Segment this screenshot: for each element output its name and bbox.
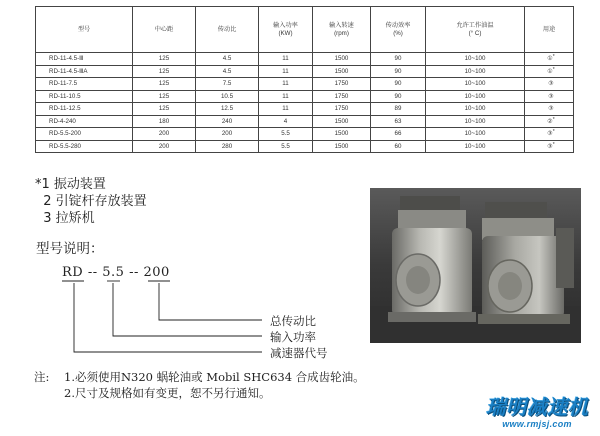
spec-table [35, 6, 574, 153]
cell-use [525, 53, 574, 66]
header-label: 型号 [77, 25, 91, 33]
cell-power: 4 [259, 115, 313, 128]
cell-temp: 10~100 [426, 78, 525, 91]
cell-eff: 63 [371, 115, 426, 128]
cell-model: RD-11-12.5 [36, 103, 133, 116]
cell-ratio: 4.5 [196, 53, 259, 66]
cell-use [525, 65, 574, 78]
table-row [36, 128, 574, 141]
cell-use [525, 140, 574, 153]
cell-center: 125 [133, 90, 196, 103]
cell-power: 11 [259, 90, 313, 103]
table-row [36, 140, 574, 153]
applications-legend [35, 176, 147, 227]
header-label: 中心距 [154, 25, 174, 33]
cell-model: RD-5.5-280 [36, 140, 133, 153]
cell-eff: 90 [371, 90, 426, 103]
brand-logo [483, 389, 591, 434]
cell-temp: 10~100 [426, 65, 525, 78]
use-star: * [552, 141, 555, 148]
cell-model: RD-11-4.5-Ⅲ [36, 53, 133, 66]
cell-ratio: 10.5 [196, 90, 259, 103]
use-star: * [552, 129, 555, 136]
leader-line-code [74, 283, 262, 352]
cell-use [525, 103, 574, 116]
header-unit: (KW) [278, 29, 293, 37]
table-header-cell [525, 7, 574, 53]
cell-use [525, 115, 574, 128]
model-code-string: RD -- 5.5 -- 200 [62, 265, 170, 280]
header-label: 允许工作油温 [456, 22, 494, 30]
application-2: 2 引锭杆存放装置 [35, 194, 147, 209]
header-label: 传动效率 [385, 22, 411, 30]
application-3: 3 拉矫机 [35, 211, 95, 226]
cell-speed: 1750 [313, 78, 371, 91]
header-label: 用途 [542, 25, 556, 33]
table-header-cell [36, 7, 133, 53]
table-row [36, 103, 574, 116]
table-row [36, 78, 574, 91]
cell-use [525, 90, 574, 103]
model-explanation-heading: 型号说明： [36, 241, 104, 257]
table-header-cell [133, 7, 196, 53]
cell-speed: 1750 [313, 103, 371, 116]
cell-ratio: 200 [196, 128, 259, 141]
header-unit: (%) [393, 29, 403, 37]
cell-center: 200 [133, 128, 196, 141]
header-label: 输入转速 [329, 22, 354, 30]
table-row [36, 65, 574, 78]
cell-speed: 1500 [313, 128, 371, 141]
cell-ratio: 12.5 [196, 103, 259, 116]
cell-eff: 90 [371, 78, 426, 91]
cell-model: RD-4-240 [36, 115, 133, 128]
table-header-row [36, 7, 574, 53]
product-photo [370, 188, 581, 343]
table-row [36, 53, 574, 66]
cell-power: 11 [259, 78, 313, 91]
table-header-cell [371, 7, 426, 53]
cell-power: 11 [259, 53, 313, 66]
table-header-cell [259, 7, 313, 53]
table-header-cell [196, 7, 259, 53]
header-label: 传动比 [217, 25, 237, 33]
use-code: ② [547, 117, 553, 125]
leader-line-power [113, 283, 262, 336]
header-unit: (° C) [468, 29, 482, 37]
table-row [36, 115, 574, 128]
use-code: ③ [548, 92, 554, 100]
leader-line-ratio [159, 283, 262, 320]
header-label: 输入功率 [273, 22, 298, 30]
use-star: * [552, 66, 555, 73]
label-reducer-code: 减速器代号 [270, 346, 328, 360]
cell-ratio: 4.5 [196, 65, 259, 78]
cell-model: RD-11-7.5 [36, 78, 133, 91]
cell-power: 11 [259, 103, 313, 116]
cell-eff: 60 [371, 140, 426, 153]
use-star: * [552, 116, 555, 123]
header-unit: (rpm) [334, 29, 349, 37]
label-total-ratio: 总传动比 [270, 314, 316, 328]
footnote-2: 2.尺寸及规格如有变更，恕不另行通知。 [64, 386, 271, 400]
table-header-cell [313, 7, 371, 53]
table-body [36, 53, 574, 153]
cell-eff: 90 [371, 65, 426, 78]
use-code: ③ [547, 130, 553, 138]
use-code: ③ [548, 105, 554, 113]
gear-reducer-image [370, 188, 581, 343]
cell-model: RD-11-10.5 [36, 90, 133, 103]
cell-use [525, 128, 574, 141]
cell-center: 125 [133, 65, 196, 78]
application-1: *1 振动装置 [35, 177, 106, 192]
cell-ratio: 280 [196, 140, 259, 153]
cell-speed: 1500 [313, 115, 371, 128]
cell-temp: 10~100 [426, 103, 525, 116]
cell-temp: 10~100 [426, 115, 525, 128]
model-code-diagram [62, 265, 362, 365]
cell-eff: 66 [371, 128, 426, 141]
cell-eff: 89 [371, 103, 426, 116]
label-input-power: 输入功率 [270, 330, 316, 344]
use-code: ③ [547, 142, 553, 150]
cell-speed: 1500 [313, 65, 371, 78]
cell-ratio: 240 [196, 115, 259, 128]
cell-speed: 1750 [313, 90, 371, 103]
cell-speed: 1500 [313, 140, 371, 153]
brand-url: www.rmjsj.com [502, 419, 572, 429]
cell-center: 180 [133, 115, 196, 128]
use-code: ① [547, 55, 553, 63]
cell-temp: 10~100 [426, 140, 525, 153]
cell-speed: 1500 [313, 53, 371, 66]
use-code: ③ [548, 80, 554, 88]
cell-center: 125 [133, 53, 196, 66]
use-code: ① [547, 67, 553, 75]
footnote-label: 注: [34, 370, 50, 384]
cell-temp: 10~100 [426, 128, 525, 141]
cell-center: 125 [133, 78, 196, 91]
cell-model: RD-5.5-200 [36, 128, 133, 141]
cell-temp: 10~100 [426, 53, 525, 66]
cell-eff: 90 [371, 53, 426, 66]
table-header-cell [426, 7, 525, 53]
cell-power: 11 [259, 65, 313, 78]
cell-center: 125 [133, 103, 196, 116]
cell-ratio: 7.5 [196, 78, 259, 91]
cell-center: 200 [133, 140, 196, 153]
use-star: * [552, 54, 555, 61]
brand-name: 瑞明减速机 [485, 395, 589, 419]
cell-power: 5.5 [259, 128, 313, 141]
cell-power: 5.5 [259, 140, 313, 153]
cell-use [525, 78, 574, 91]
footnote-1: 1.必须使用N320 蜗轮油或 Mobil SHC634 合成齿轮油。 [64, 370, 365, 384]
cell-temp: 10~100 [426, 90, 525, 103]
cell-model: RD-11-4.5-ⅢA [36, 65, 133, 78]
table-row [36, 90, 574, 103]
